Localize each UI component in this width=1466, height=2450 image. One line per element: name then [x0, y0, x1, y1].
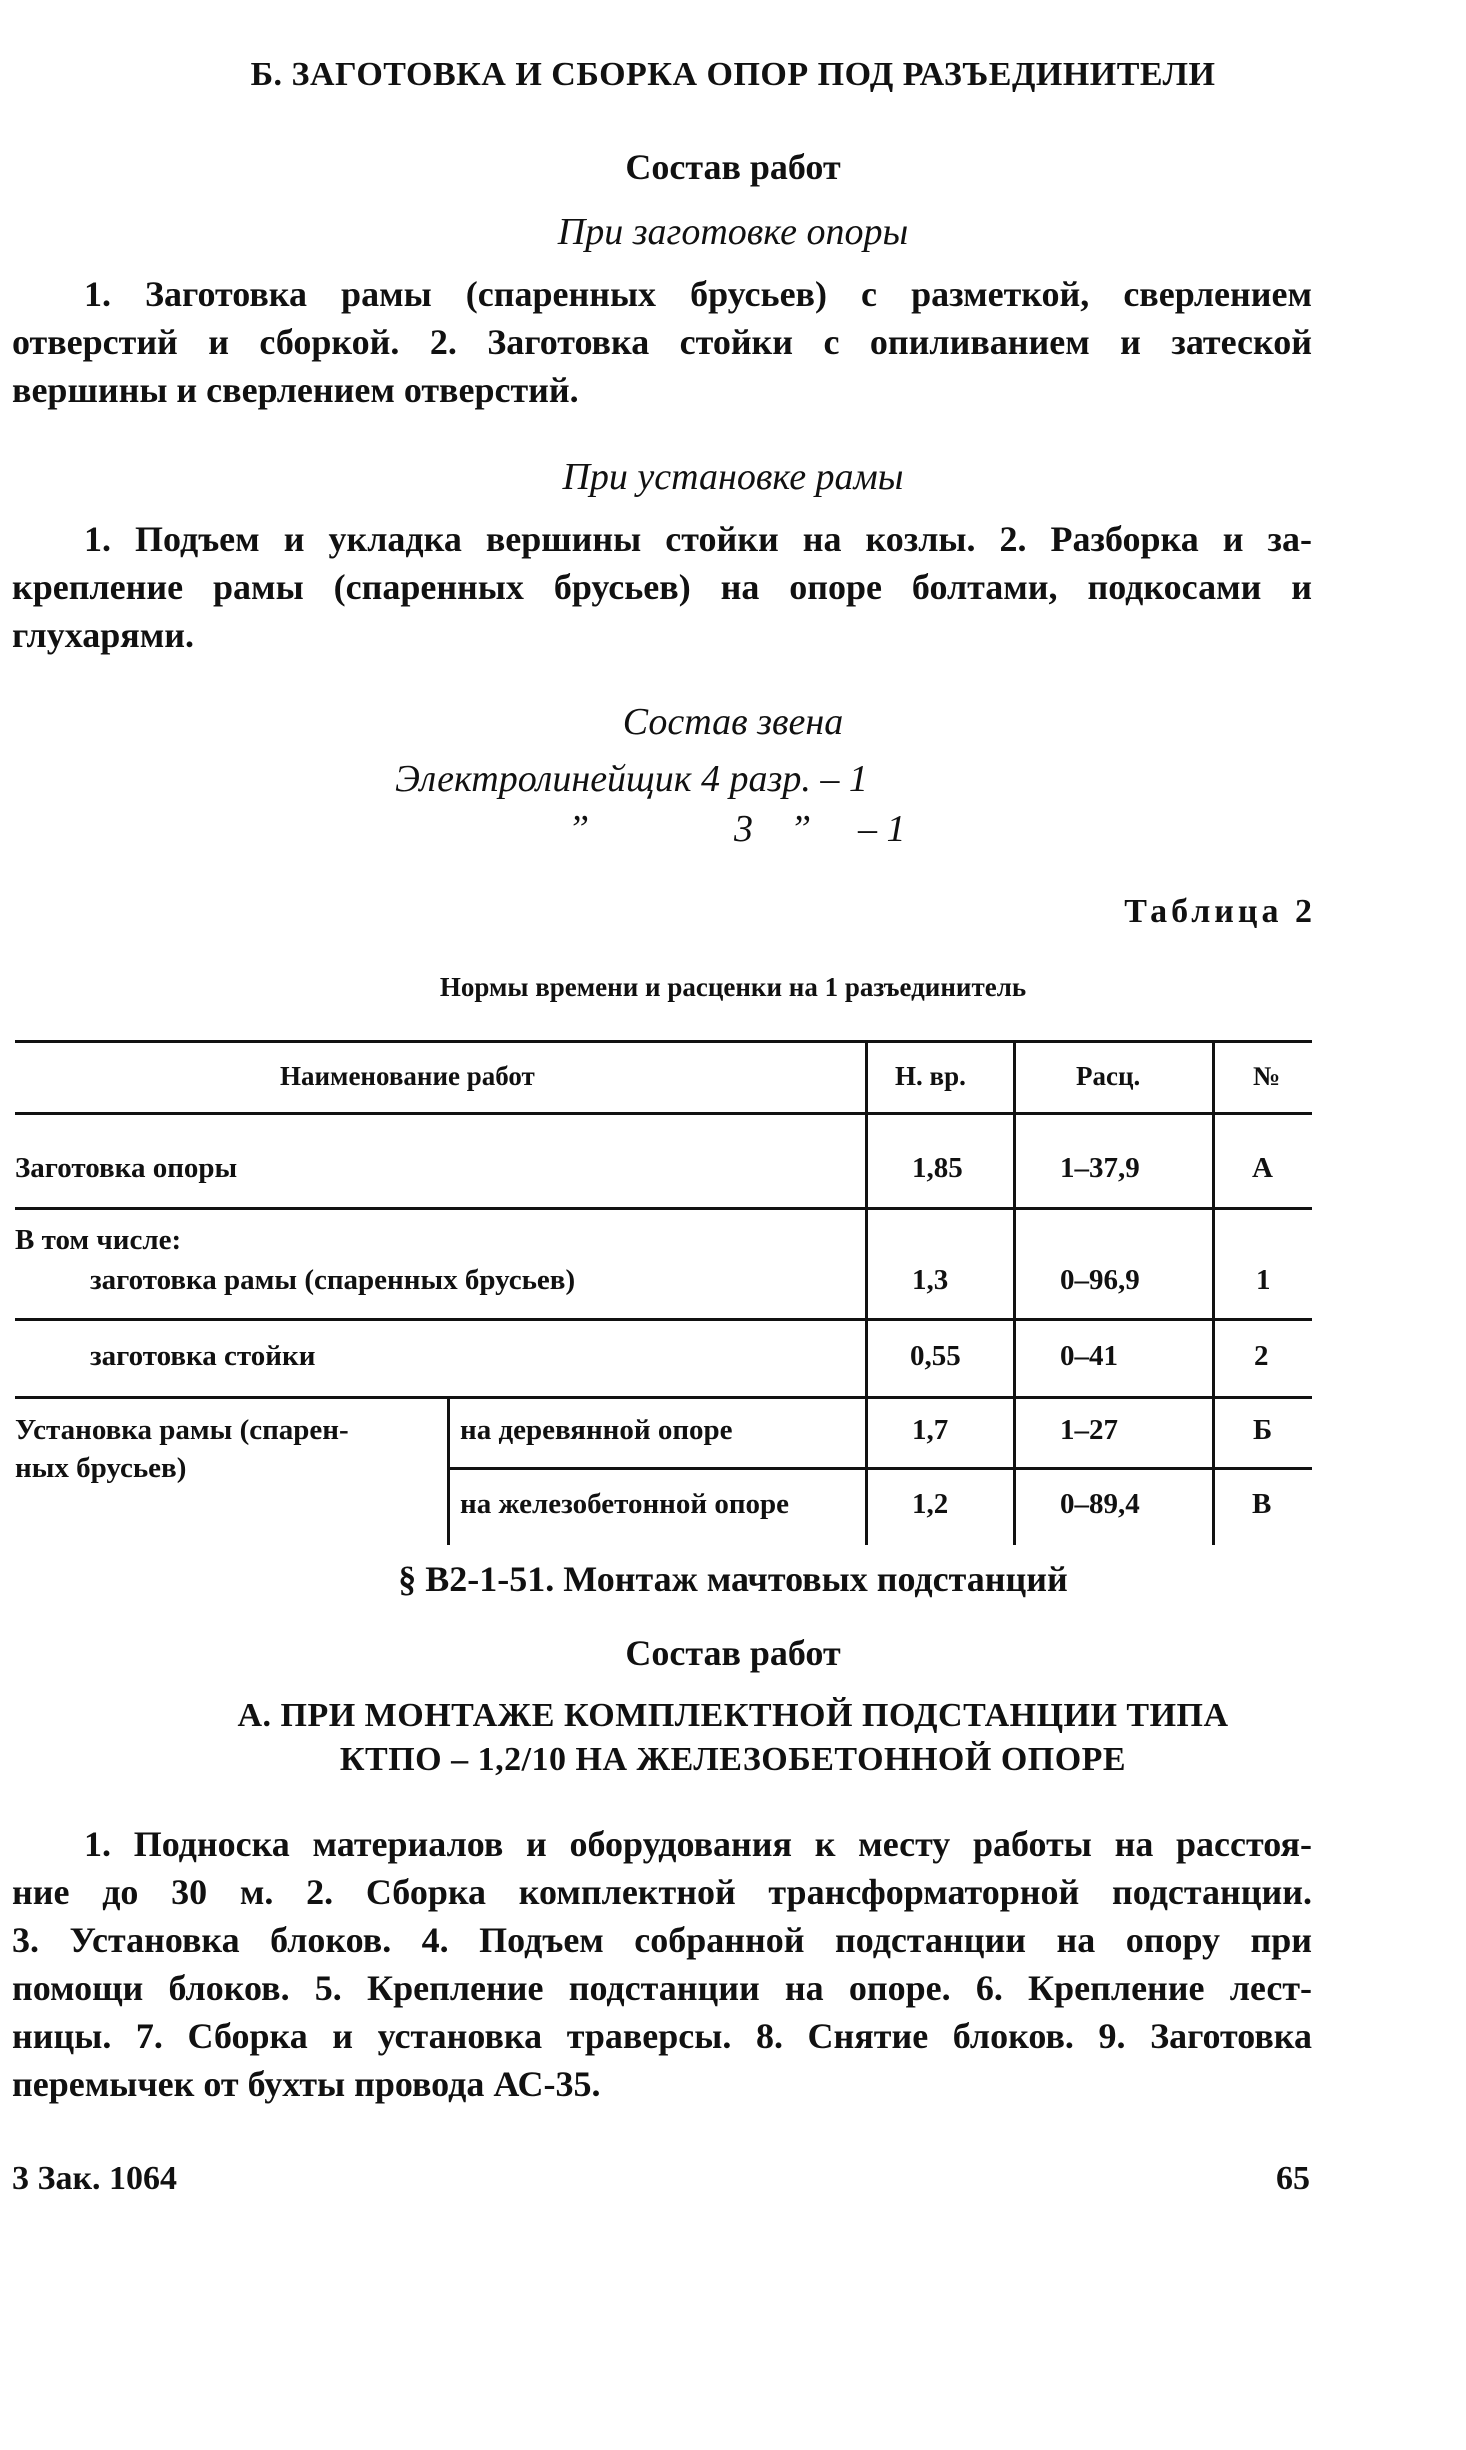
section-a-title-line1: А. ПРИ МОНТАЖЕ КОМПЛЕКТНОЙ ПОДСТАНЦИИ ТИПА: [237, 1697, 1229, 1734]
table-rule: [447, 1467, 1312, 1470]
table-cell-num: Б: [1253, 1414, 1273, 1446]
paragraph-ktpo-install: [12, 1820, 1312, 2108]
table-cell-time: 1,2: [912, 1488, 949, 1520]
paragraph-line: ние до 30 м. 2. Сборка комплектной трансформаторной подстанции.: [12, 1872, 1312, 1912]
table-cell-name: заготовка стойки: [90, 1340, 316, 1372]
table-cell-group-label: ных брусьев): [15, 1452, 187, 1484]
crew-line-1: Электролинейщик 4 разр. – 1: [395, 758, 868, 800]
paragraph-line: вершины и сверлением отверстий.: [12, 370, 579, 410]
subsection-title-blank: При заготовке опоры: [557, 211, 909, 253]
table-rule: [15, 1207, 1312, 1210]
table-cell-group-label: Установка рамы (спарен-: [15, 1414, 349, 1446]
table-cell-price: 0–96,9: [1060, 1264, 1140, 1296]
table-cell-num: В: [1252, 1488, 1272, 1520]
table-header-time: Н. вр.: [895, 1061, 966, 1091]
paragraph-line: крепление рамы (спаренных брусьев) на опоре болтами, подкосами и: [12, 567, 1312, 607]
page-number: 65: [1276, 2160, 1310, 2197]
table-caption: Нормы времени и расценки на 1 разъединитель: [439, 972, 1027, 1002]
table-cell-group-label: В том числе:: [15, 1224, 182, 1256]
table-cell-num: 1: [1256, 1264, 1271, 1296]
table-rule: [15, 1112, 1312, 1115]
table-rule: [15, 1396, 1312, 1399]
section-b-title: Б. ЗАГОТОВКА И СБОРКА ОПОР ПОД РАЗЪЕДИНИТЕЛИ: [250, 56, 1216, 93]
table-cell-price: 1–27: [1060, 1414, 1118, 1446]
table-column-rule: [447, 1396, 450, 1545]
table-cell-name: на железобетонной опоре: [460, 1488, 790, 1520]
crew-title: Состав звена: [622, 701, 844, 743]
table-rule: [15, 1318, 1312, 1321]
footer-order-number: 3 Зак. 1064: [12, 2160, 178, 2197]
work-composition-title-2: Состав работ: [625, 1633, 841, 1673]
paragraph-line: 1. Подъем и укладка вершины стойки на козлы. 2. Разборка и за-: [84, 519, 1312, 559]
section-51-title: § В2-1-51. Монтаж мачтовых подстанций: [398, 1559, 1068, 1599]
section-a-title-line2: КТПО – 1,2/10 НА ЖЕЛЕЗОБЕТОННОЙ ОПОРЕ: [339, 1741, 1127, 1778]
paragraph-line: отверстий и сборкой. 2. Заготовка стойки с опиливанием и затеской: [12, 322, 1312, 362]
table-header-num: №: [1253, 1061, 1281, 1091]
paragraph-line: 3. Установка блоков. 4. Подъем собранной подстанции на опору при: [12, 1920, 1312, 1960]
table-cell-num: А: [1252, 1152, 1273, 1184]
table-column-rule: [1212, 1040, 1215, 1545]
paragraph-line: ницы. 7. Сборка и установка траверсы. 8. Снятие блоков. 9. Заготовка: [12, 2016, 1312, 2056]
table-cell-num: 2: [1254, 1340, 1269, 1372]
table-cell-time: 0,55: [910, 1340, 961, 1372]
paragraph-line: 1. Заготовка рамы (спаренных брусьев) с разметкой, сверлением: [84, 274, 1312, 314]
crew-grade: 3: [734, 808, 753, 850]
paragraph-line: 1. Подноска материалов и оборудования к месту работы на расстоя-: [84, 1824, 1312, 1864]
table-cell-name: заготовка рамы (спаренных брусьев): [90, 1264, 576, 1296]
work-composition-title: Состав работ: [625, 147, 841, 187]
table-header-name: Наименование работ: [280, 1061, 535, 1091]
table-cell-time: 1,85: [912, 1152, 963, 1184]
table-cell-price: 1–37,9: [1060, 1152, 1140, 1184]
crew-ditto-1: ”: [568, 808, 590, 850]
table-cell-price: 0–89,4: [1060, 1488, 1140, 1520]
table-header-price: Расц.: [1076, 1061, 1141, 1091]
crew-ditto-2: ”: [790, 808, 812, 850]
table-cell-name: на деревянной опоре: [460, 1414, 733, 1446]
paragraph-line: глухарями.: [12, 615, 195, 655]
table-cell-price: 0–41: [1060, 1340, 1118, 1372]
table-column-rule: [865, 1040, 868, 1545]
subsection-title-frame: При установке рамы: [562, 456, 904, 498]
paragraph-line: помощи блоков. 5. Крепление подстанции на опоре. 6. Крепление лест-: [12, 1968, 1312, 2008]
table-cell-time: 1,7: [912, 1414, 949, 1446]
table-number-label: Таблица 2: [1124, 893, 1316, 930]
table-column-rule: [1013, 1040, 1016, 1545]
table-cell-time: 1,3: [912, 1264, 949, 1296]
table-cell-name: Заготовка опоры: [15, 1152, 238, 1184]
crew-count: – 1: [858, 808, 906, 850]
table-rule: [15, 1040, 1312, 1043]
paragraph-line: перемычек от бухты провода АС-35.: [12, 2064, 601, 2104]
